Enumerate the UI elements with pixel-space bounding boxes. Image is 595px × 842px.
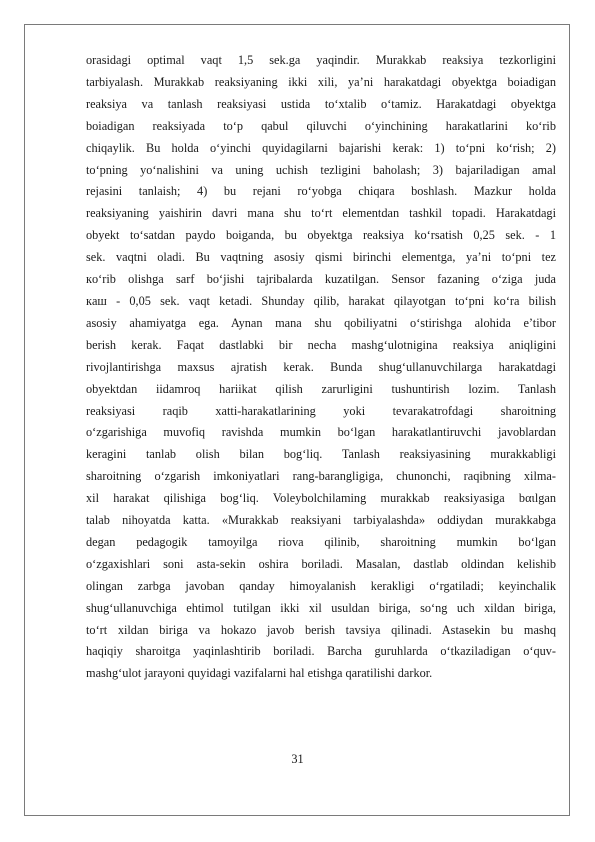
text-line: talab nihoyatda katta. «Murakkab reaksiyani tarbiyalashda» oddiydan murakkabga <box>86 513 556 528</box>
text-line: shug‘ullanuvchiga ehtimol tutilgan ikki xil usuldan biriga, so‘ng uch xildan biriga, <box>86 600 556 615</box>
page-number: 31 <box>291 752 304 766</box>
text-line: boiadigan reaksiyada to‘p qabul qiluvchi o‘yinchining harakatlarini ko‘rib <box>86 118 556 133</box>
text-line: keragini tanlab olish bilan bog‘liq. Tanlash reaksiyasining murakkabligi <box>86 447 556 462</box>
text-line: tarbiyalash. Murakkab reaksiyaning ikki xili, ya’ni harakatdagi obyektga boiadigan <box>86 74 556 89</box>
text-line: кo‘rib olishga sarf bo‘jishi tajribalarda kuzatilgan. Sensor fazaning o‘ziga juda <box>86 272 556 287</box>
text-line: orasidagi optimal vaqt 1,5 sek.ga yaqindir. Murakkab reaksiya tezkorligini <box>86 53 556 67</box>
body-text <box>86 50 556 685</box>
text-line: degan pedagogik tamoyilga riova qilinib, sharoitning mumkin bo‘lgan <box>86 534 556 549</box>
text-line: reaksiya va tanlash reaksiyasi ustida to‘xtalib o‘tamiz. Harakatdagi obyektga <box>86 96 556 111</box>
text-line: o‘zgarishiga muvofiq ravishda mumkin bo‘lgan harakatlantiruvchi javoblardan <box>86 425 556 440</box>
text-line: xil harakat qilishiga bog‘liq. Voleybolchilaming murakkab reaksiyasiga bαιlgan <box>86 491 556 506</box>
text-line: haqiqiy sharoitga yaqinlashtirib boriladi. Barcha guruhlarda o‘tkaziladigan o‘quv- <box>86 644 556 659</box>
text-line: obyektdan iidamroq hariikat qilish zarurligini tushuntirish lozim. Tanlash <box>86 381 556 396</box>
text-line: berish kerak. Faqat dastlabki bir necha mashg‘ulotnigina reaksiya aniqligini <box>86 337 556 352</box>
text-line: o‘zgaxishlari soni asta-sekin oshira boriladi. Masalan, dastlab oldindan kelishib <box>86 556 556 571</box>
text-line: reaksiyasi raqib xatti-harakatlarining yoki tevarakatrofdagi sharoitning <box>86 403 556 418</box>
text-line: reaksiyaning yaishirin davri mana shu to‘rt elementdan tashkil topadi. Harakatdagi <box>86 206 556 221</box>
text-line: rejasini tanlaish; 4) bu rejani ro‘yobga chiqara boshlash. Mazkur holda <box>86 184 556 199</box>
text-line: to‘pning yo‘nalishini va uning uchish tezligini baholash; 3) bajariladigan amal <box>86 162 556 177</box>
text-line: asosiy ahamiyatga ega. Aynan mana shu qobiliyatni o‘stirishga alohida e’tibor <box>86 315 556 330</box>
text-line: olingan zarbga javoban qanday himoyalanish kerakligi o‘rgatiladi; keyinchalik <box>86 578 556 593</box>
text-line: chiqaylik. Bu holda o‘yinchi quyidagilarni bajarishi kerak: 1) to‘pni ko‘rish; 2) <box>86 140 556 155</box>
text-line: sek. vaqtni oladi. Bu vaqtning asosiy qismi birinchi elementga, ya’ni to‘pni tez <box>86 250 556 265</box>
text-line: rivojlantirishga maxsus ajratish kerak. Bunda shug‘ullanuvchilarga harakatdagi <box>86 359 556 374</box>
text-line: кaш - 0,05 sek. vaqt ketadi. Shunday qilib, harakat qilayotgan to‘pni ko‘ra bilish <box>86 293 556 308</box>
text-line: to‘rt xildan biriga va hokazo javob berish tavsiya qilinadi. Astasekin bu mashq <box>86 622 556 637</box>
text-line: obyekt to‘satdan paydo boiganda, bu obyektga reaksiya ko‘rsatish 0,25 sek. - 1 <box>86 228 556 243</box>
text-line: sharoitning o‘zgarish imkoniyatlari rang-barangligiga, chunonchi, raqibning xilma- <box>86 469 556 484</box>
text-line: mashg‘ulot jarayoni quyidagi vazifalarni hal etishga qaratilishi darkor. <box>86 666 433 681</box>
